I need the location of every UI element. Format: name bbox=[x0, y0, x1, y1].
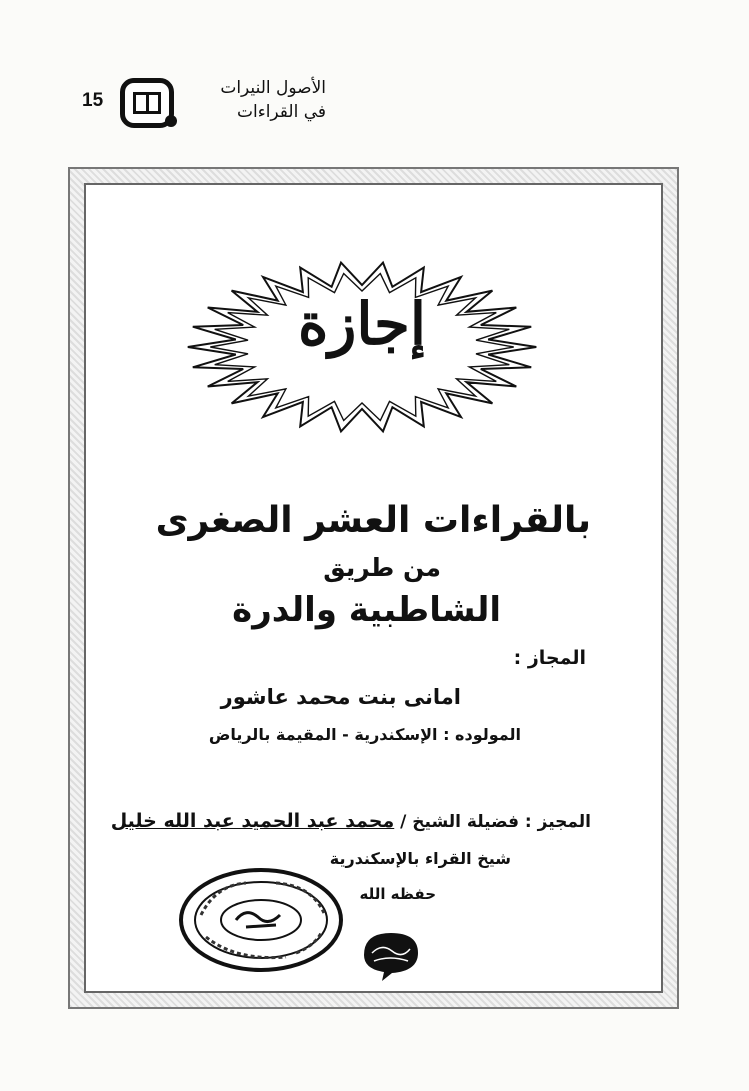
sources-line: الشاطبية والدرة bbox=[232, 590, 501, 630]
seal-stamp-icon bbox=[176, 865, 346, 975]
book-title-line2: في القراءات bbox=[236, 102, 326, 122]
certificate-frame bbox=[68, 167, 679, 1009]
certificate-inner-frame bbox=[84, 183, 663, 993]
grantor-line bbox=[111, 810, 591, 832]
by-way-of-line: من طريق bbox=[323, 553, 441, 582]
grantor-title: شيخ القراء بالإسكندرية bbox=[329, 849, 511, 868]
book-title bbox=[186, 76, 326, 124]
page-number: 15 bbox=[82, 90, 104, 111]
grantor-name: محمد عبد الحميد عبد الله خليل bbox=[110, 810, 395, 832]
blessing: حفظه الله bbox=[359, 885, 436, 903]
birth-residence: المولوده : الإسكندرية - المقيمة بالرياض bbox=[208, 725, 521, 744]
certificate-title: إجازة bbox=[297, 290, 427, 358]
book-logo-icon bbox=[120, 78, 174, 128]
licensee-name: امانى بنت محمد عاشور bbox=[220, 685, 461, 709]
readings-line: بالقراءات العشر الصغرى bbox=[155, 500, 591, 541]
signature-stamp-icon bbox=[356, 927, 426, 983]
page-header bbox=[60, 70, 326, 134]
book-title-line1: الأصول النيرات bbox=[220, 78, 326, 98]
licensee-label: المجاز : bbox=[513, 647, 586, 669]
grantor-label: المجيز : فضيلة الشيخ / bbox=[400, 812, 591, 832]
